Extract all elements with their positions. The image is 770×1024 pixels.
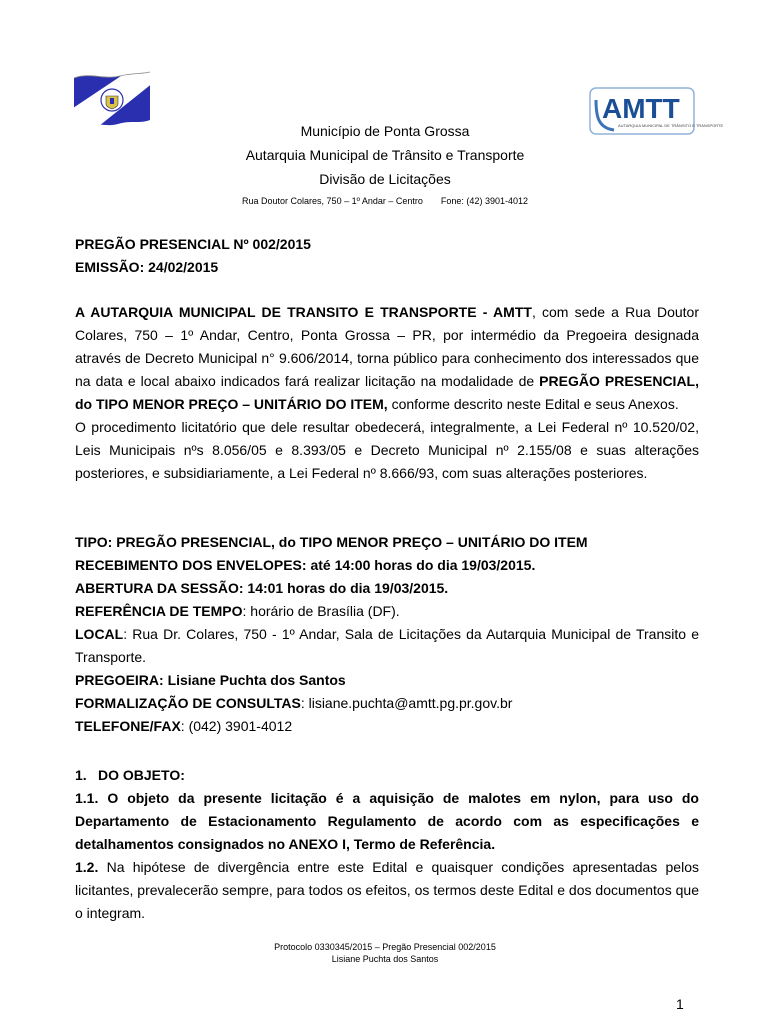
intro-bold-modality: PREGÃO PRESENCIAL, do TIPO MENOR PREÇO – UNITÁRIO DO ITEM,	[75, 373, 699, 412]
procedure-paragraph: O procedimento licitatório que dele resultar obedecerá, integralmente, a Lei Federal nº 10.520/02, Leis Municipais nºs 8.056/05 e 8.393/05 e Decreto Municipal nº 2.155/08 e suas alterações posteriores, e subsidiariamente, a Lei Federal nº 8.666/93, com suas alterações posteriores.	[75, 419, 699, 481]
footer-author: Lisiane Puchta dos Santos	[331, 954, 439, 964]
telefone-label: TELEFONE/FAX	[75, 718, 181, 734]
doc-title: PREGÃO PRESENCIAL Nº 002/2015	[75, 236, 311, 252]
flag-icon	[70, 70, 154, 130]
item-1-1: 1.1. O objeto da presente licitação é a aquisição de malotes em nylon, para uso do Departamento de Estacionamento Regulamento de acordo com as especificações e detalhamentos consignados no ANEXO I, Termo de Referência.	[75, 790, 699, 852]
info-block	[75, 531, 699, 738]
section-1-number: 1.	[75, 767, 87, 783]
header-address: Rua Doutor Colares, 750 – 1º Andar – Centro	[242, 196, 423, 206]
svg-text:AMTT: AMTT	[602, 93, 680, 124]
referencia-line	[75, 600, 699, 623]
local-label: LOCAL	[75, 626, 124, 642]
item-1-2-text: Na hipótese de divergência entre este Edital e quaisquer condições apresentadas pelos licitantes, prevalecerão sempre, para todos os efeitos, os termos deste Edital e dos documentos que o integram.	[75, 859, 699, 921]
abertura-line: ABERTURA DA SESSÃO: 14:01 horas do dia 19/03/2015.	[75, 580, 449, 596]
page-number: 1	[676, 996, 684, 1012]
header-autarquia: Autarquia Municipal de Trânsito e Transporte	[245, 147, 525, 163]
footer-protocol: Protocolo 0330345/2015 – Pregão Presencial 002/2015	[274, 942, 496, 952]
header-divisao: Divisão de Licitações	[319, 171, 451, 187]
consultas-label: FORMALIZAÇÃO DE CONSULTAS	[75, 695, 301, 711]
telefone-line	[75, 715, 699, 738]
doc-emission: EMISSÃO: 24/02/2015	[75, 259, 219, 275]
header-municipio: Município de Ponta Grossa	[300, 123, 470, 139]
intro-bold-org: A AUTARQUIA MUNICIPAL DE TRANSITO E TRANSPORTE - AMTT	[75, 304, 532, 320]
referencia-label: REFERÊNCIA DE TEMPO	[75, 603, 243, 619]
item-1-2-number: 1.2.	[75, 859, 99, 875]
footer	[0, 941, 770, 965]
recebimento-line: RECEBIMENTO DOS ENVELOPES: até 14:00 horas do dia 19/03/2015.	[75, 557, 536, 573]
intro-text-1: , com sede a Rua Doutor Colares, 750 – 1º Andar, Centro, Ponta Grossa – PR, por intermédio da Pregoeira designada através de Decreto Municipal n° 9.606/2014, torna público para conhecimento dos interessados que na data e local abaixo indicados fará realizar licitação na modalidade de	[75, 304, 699, 389]
referencia-value: : horário de Brasília (DF).	[242, 603, 400, 619]
section-1	[75, 764, 699, 925]
intro-text-2: conforme descrito neste Edital e seus Anexos.	[387, 396, 679, 412]
tipo-line: TIPO: PREGÃO PRESENCIAL, do TIPO MENOR PREÇO – UNITÁRIO DO ITEM	[75, 534, 588, 550]
section-1-heading	[75, 764, 699, 787]
pregoeira-line: PREGOEIRA: Lisiane Puchta dos Santos	[75, 672, 346, 688]
consultas-line	[75, 692, 699, 715]
header-address-line	[0, 196, 770, 206]
telefone-value: : (042) 3901-4012	[180, 718, 293, 734]
intro-paragraph	[75, 301, 699, 485]
section-1-title: DO OBJETO:	[98, 767, 185, 783]
svg-text:AUTARQUIA MUNICIPAL DE TRÂNSIT: AUTARQUIA MUNICIPAL DE TRÂNSITO E TRANSPORTE	[618, 123, 724, 128]
local-value: : Rua Dr. Colares, 750 - 1º Andar, Sala de Licitações da Autarquia Municipal de Transito e Transporte.	[75, 626, 699, 665]
item-1-2	[75, 856, 699, 925]
header-phone: Fone: (42) 3901-4012	[440, 196, 528, 206]
consultas-email[interactable]: : lisiane.puchta@amtt.pg.pr.gov.br	[300, 695, 513, 711]
local-line	[75, 623, 699, 669]
